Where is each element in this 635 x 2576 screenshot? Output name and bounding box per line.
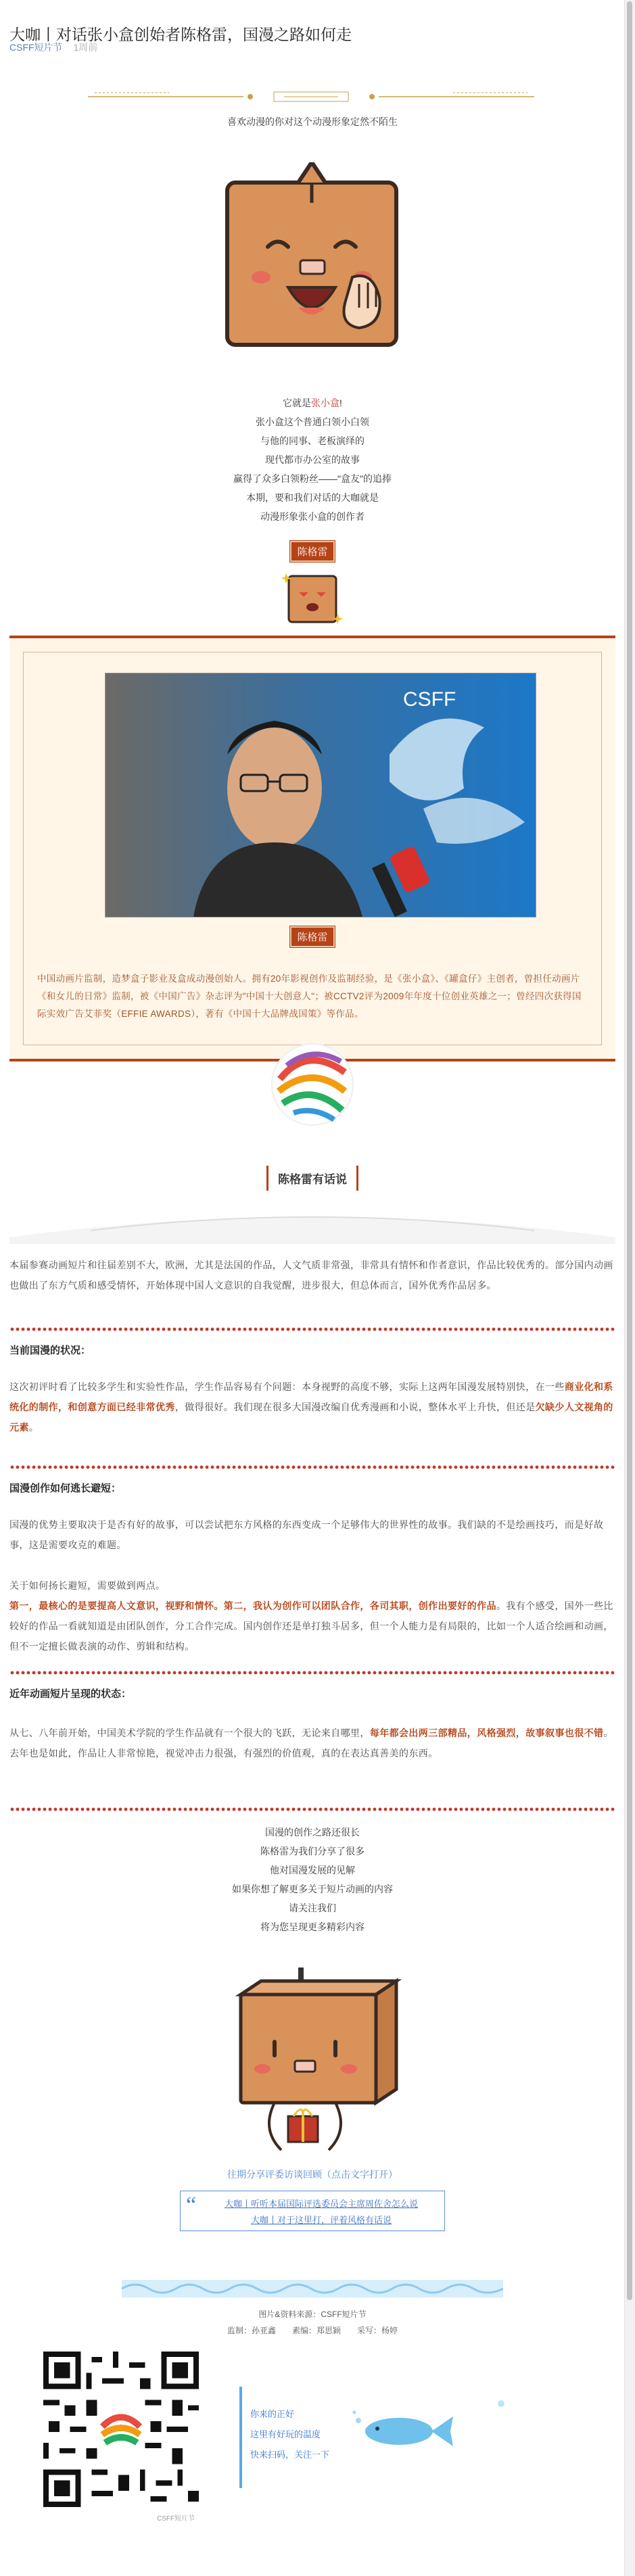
profile-card-frame xyxy=(23,652,602,1045)
banner-text: CSFF xyxy=(403,688,456,711)
heading-strengths: 国漫创作如何逃长避短： xyxy=(9,1483,122,1494)
scrollbar-thumb[interactable] xyxy=(627,1,632,2300)
portrait-photo-illustration xyxy=(105,673,536,917)
intro-line-2: 与他的同事、老板演绎的 xyxy=(260,435,364,446)
talk-paragraph-4: 关于如何扬长避短，需要做到两点。 第一，最核心的是要提高人文意识，视野和情怀。第二，我认为创作可以团队合作，各司其职，创作出要好的作品。我有个感受，国外一些比较好的作品一看就知道是由团队创作，分工合作完成。国内创作还是单打独斗居多，但一个人能力是有局限的，比如一个人适合绘画和动画，但不一定擅长做表演的动作、剪辑和结构。 xyxy=(9,1580,613,1652)
dotted-divider xyxy=(9,1463,615,1471)
section-title: 陈格雷有话说 xyxy=(266,1166,358,1191)
talk-section-title-wrap xyxy=(0,1166,625,1191)
dotted-divider xyxy=(9,1669,615,1677)
closing-lines xyxy=(0,1823,625,1936)
page-scrollbar[interactable] xyxy=(624,0,635,2576)
footer-line: 你来的正好 xyxy=(250,2409,295,2419)
related-title: 往期分享评委访谈回顾（点击文字打开） xyxy=(227,2169,398,2180)
intro-line-4: 赢得了众多白领粉丝——"盒友"的追捧 xyxy=(233,473,392,484)
dotted-divider xyxy=(9,1805,615,1813)
related-link[interactable]: 大咖丨听听本届国际评选委员会主席周佐舍怎么说 xyxy=(224,2199,418,2209)
qr-code[interactable] xyxy=(43,2352,199,2507)
intro-line-3: 现代都市办公室的故事 xyxy=(265,454,360,465)
heading-recent-state: 近年动画短片呈现的状态： xyxy=(9,1688,132,1700)
publish-date: 1周前 xyxy=(73,42,98,53)
blue-bar-decoration xyxy=(237,2387,246,2488)
heading-current-status: 当前国漫的状况： xyxy=(9,1345,91,1356)
credits-source: 图片&资料来源：CSFF短片节 xyxy=(258,2310,367,2319)
intro-line-0: 它就是张小盒! xyxy=(283,398,342,408)
article-meta xyxy=(9,41,97,54)
closing-line: 陈格雷为我们分享了很多 xyxy=(260,1846,364,1857)
talk-paragraph-5: 从七、八年前开始，中国美术学院的学生作品就有一个很大的飞跃，无论来自哪里，每年都会出两三部精品，风格强烈，故事叙事也很不错。去年也是如此，作品让人非常惊艳，视觉冲击力很强，有强烈的价值观，真的在表达真善美的东西。 xyxy=(9,1727,613,1759)
swoosh-divider-decoration xyxy=(9,1197,615,1244)
account-link[interactable]: CSFF短片节 xyxy=(9,42,63,53)
qr-caption: CSFF短片节 xyxy=(157,2515,195,2523)
portrait-photo xyxy=(105,673,536,917)
talk-paragraph-2: 这次初评时看了比较多学生和实验性作品，学生作品容易有个问题：本身视野的高度不够，实际上这两年国漫发展特别快，在一些商业化和系统化的制作，和创意方面已经非常优秀，做得很好。我们现在很多大国漫改编自优秀漫画和小说，整体水平上升快，但还是欠缺少人文视角的元素。 xyxy=(9,1381,613,1433)
name-tag: 陈格雷 xyxy=(290,541,334,562)
profile-name-tag-wrap xyxy=(24,926,601,947)
footer-line: 这里有好玩的温度 xyxy=(250,2429,321,2439)
intro-line-5: 本期，要和我们对话的大咖就是 xyxy=(246,492,379,503)
closing-line: 将为您呈现更多精彩内容 xyxy=(260,1922,364,1932)
intro-name-tag-wrap xyxy=(0,541,625,562)
small-box-character-icon xyxy=(281,567,344,631)
intro-opening: 喜欢动漫的你对这个动漫形象定然不陌生 xyxy=(227,116,398,127)
fish-illustration xyxy=(352,2407,460,2454)
quote-icon: “ xyxy=(186,2193,197,2218)
wave-stripe-decoration xyxy=(122,2280,503,2297)
dotted-divider xyxy=(9,1325,615,1333)
talk-paragraph-1: 本届参赛动画短片和往届差别不大，欧洲，尤其是法国的作品，人文气质非常强，非常具有情怀和作者意识，作品比较优秀的。部分国内动画也做出了东方气质和感受情怀，开始体现中国人文意识的自我觉醒，进步很大，但总体而言，国外优秀作品居多。 xyxy=(9,1260,613,1291)
profile-bio: 中国动画片监制，造梦盒子影业及盒成动漫创始人。拥有20年影视创作及监制经验，是《张小盒》、《罐盒仔》主创者，曾担任动画片《和女儿的日常》监制，被《中国广告》杂志评为"中国十大创意人"；被CCTV2评为2009年年度十位创业英雄之一；曾经四次获得国际实效广告艾菲奖（EFFIE AWARDS），著有《中国十大品牌战国策》等作品。 xyxy=(37,974,582,1019)
related-links-box xyxy=(180,2191,445,2231)
box-character-illustration xyxy=(214,162,410,365)
closing-line: 请关注我们 xyxy=(289,1903,336,1913)
profile-name-tag: 陈格雷 xyxy=(290,926,334,947)
profile-card xyxy=(9,636,615,1062)
intro-lines xyxy=(0,393,625,526)
article-title: 大咖丨对话张小盒创始者陈格雷，国漫之路如何走 xyxy=(9,26,352,44)
credits-staff: 监制：孙亚鑫 素编：郑思颖 采写：杨婷 xyxy=(227,2326,398,2335)
festival-ball-logo xyxy=(266,1039,358,1130)
related-link[interactable]: 大咖丨对于这里打，评着风格有话说 xyxy=(250,2215,392,2225)
closing-line: 如果你想了解更多关于短片动画的内容 xyxy=(232,1884,393,1894)
intro-line-1: 张小盒这个普通白领小白领 xyxy=(256,416,369,427)
closing-line: 他对国漫发展的见解 xyxy=(270,1865,355,1876)
talk-paragraph-3: 国漫的优势主要取决于是否有好的故事，可以尝试把东方风格的东西变成一个足够伟大的世界性的故事。我们缺的不是绘画技巧，而是好故事，这是需要攻克的难题。 xyxy=(9,1519,604,1550)
footer-line: 快来扫码，关注一下 xyxy=(250,2450,330,2460)
intro-line-6: 动漫形象张小盒的创作者 xyxy=(260,511,364,522)
gold-divider-decoration xyxy=(0,87,625,107)
closing-line: 国漫的创作之路还很长 xyxy=(265,1827,360,1838)
bubble-icon xyxy=(496,2399,506,2408)
box-character-gift-illustration xyxy=(220,1967,403,2157)
